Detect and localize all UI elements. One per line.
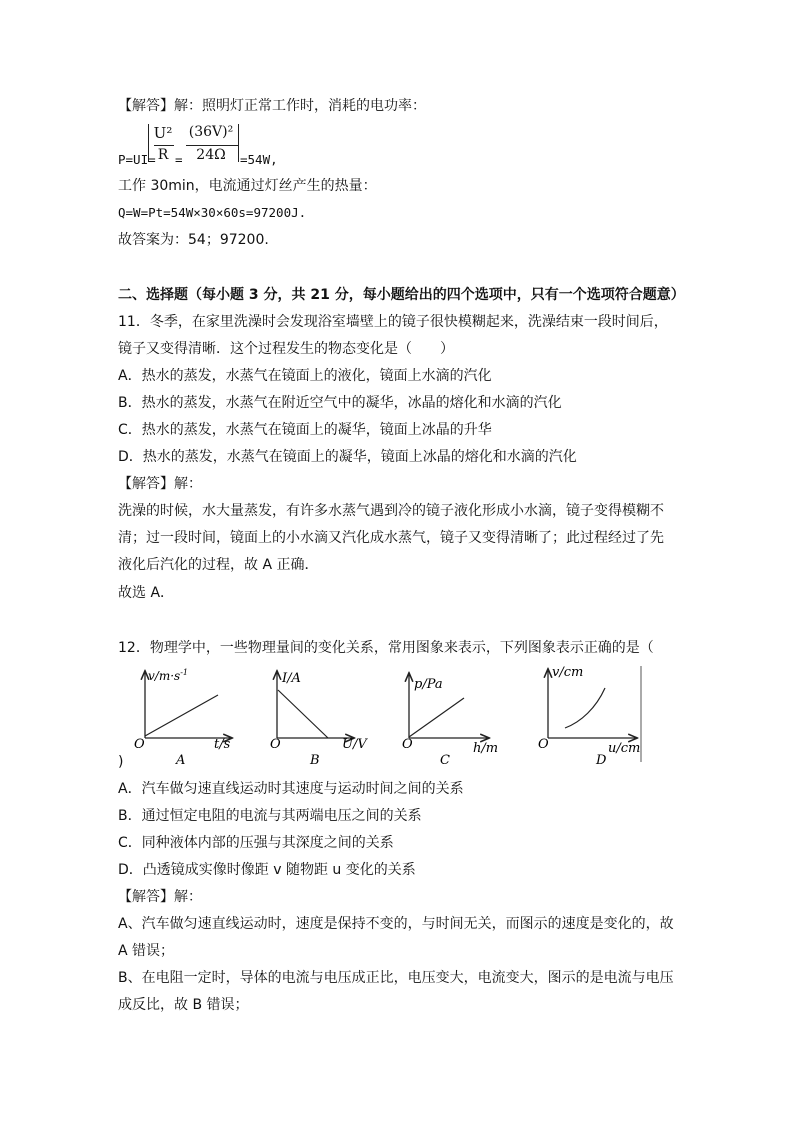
q12-option-a: A．汽车做匀速直线运动时其速度与运动时间之间的关系 <box>118 781 464 797</box>
graph-d <box>538 665 640 766</box>
graph-a-origin: O <box>134 737 145 752</box>
formula-equals: = <box>175 152 183 167</box>
frac1-denominator: R <box>157 147 169 163</box>
graph-c-line <box>409 698 464 737</box>
answer10-line1: 【解答】解：照明灯正常工作时，消耗的电功率： <box>118 98 426 114</box>
graph-c-origin: O <box>402 737 413 752</box>
q11-option-b: B．热水的蒸发，水蒸气在附近空气中的凝华，冰晶的熔化和水滴的汽化 <box>118 395 562 411</box>
graph-c <box>402 674 498 766</box>
q12-option-b: B．通过恒定电阻的电流与其两端电压之间的关系 <box>118 808 422 824</box>
frac2-numerator: (36V)² <box>188 124 234 140</box>
graph-c-letter: C <box>440 753 450 766</box>
formula-suffix: =54W, <box>240 152 278 167</box>
q12-answer-head: 【解答】解： <box>118 889 202 905</box>
q12-answer-line1: A、汽车做匀速直线运动时，速度是保持不变的，与时间无关，而图示的速度是变化的，故 <box>118 916 674 932</box>
q12-stem-close: ) <box>118 754 124 770</box>
graph-a-ylabel: v/m·s <box>148 669 181 683</box>
formula-prefix: P=UI= <box>118 152 156 167</box>
q12-option-d: D．凸透镜成实像时像距 v 随物距 u 变化的关系 <box>118 862 416 878</box>
q12-answer-line4: 成反比，故 B 错误； <box>118 997 249 1013</box>
graph-d-curve <box>565 688 605 728</box>
q11-option-c: C．热水的蒸发，水蒸气在镜面上的凝华，镜面上冰晶的升华 <box>118 422 492 438</box>
graph-b-origin: O <box>270 737 281 752</box>
graph-c-ylabel: p/Pa <box>414 677 443 692</box>
q11-stem-line2: 镜子又变得清晰．这个过程发生的物态变化是（ ） <box>118 341 454 357</box>
q11-answer-line4: 故选 A． <box>118 585 175 601</box>
q12-answer-line3: B、在电阻一定时，导体的电流与电压成正比，电压变大，电流变大，图示的是电流与电压 <box>118 970 674 986</box>
graph-a-letter: A <box>176 753 186 766</box>
graph-a <box>134 668 231 766</box>
graph-b-ylabel: I/A <box>282 671 301 686</box>
q11-stem-line1: 11．冬季，在家里洗澡时会发现浴室墙壁上的镜子很快模糊起来，洗澡结束一段时间后， <box>118 314 668 330</box>
q11-answer-head: 【解答】解： <box>118 476 202 492</box>
graph-a-ysup: -1 <box>180 668 188 677</box>
q12-stem-line1: 12．物理学中，一些物理量间的变化关系，常用图象来表示，下列图象表示正确的是（ <box>118 640 654 656</box>
answer10-line3: 工作 30min，电流通过灯丝产生的热量： <box>118 178 377 194</box>
svg-text:v/m·s-1 <box>148 668 188 683</box>
graph-b <box>270 671 368 766</box>
q11-option-a: A．热水的蒸发，水蒸气在镜面上的液化，镜面上水滴的汽化 <box>118 368 492 384</box>
q12-answer-line2: A 错误； <box>118 943 175 959</box>
graph-d-origin: O <box>538 737 549 752</box>
graph-b-line <box>278 690 328 738</box>
graph-d-letter: D <box>596 753 607 766</box>
q11-answer-line1: 洗澡的时候，水大量蒸发，有许多水蒸气遇到冷的镜子液化形成小水滴，镜子变得模糊不 <box>118 503 664 519</box>
frac1-numerator: U² <box>153 124 173 142</box>
q12-option-c: C．同种液体内部的压强与其深度之间的关系 <box>118 835 394 851</box>
graph-d-xlabel: u/cm <box>608 741 641 756</box>
graph-a-line <box>145 695 218 736</box>
graph-b-xlabel: U/V <box>342 737 367 752</box>
answer10-line4: Q=W=Pt=54W×30×60s=97200J. <box>118 205 307 220</box>
q12-graphs-figure <box>116 662 646 766</box>
q11-answer-line2: 清；过一段时间，镜面上的小水滴又汽化成水蒸气，镜子又变得清晰了；此过程经过了先 <box>118 530 664 546</box>
q11-answer-line3: 液化后汽化的过程，故 A 正确． <box>118 557 319 573</box>
frac2-denominator: 24Ω <box>196 147 226 163</box>
q11-option-d: D．热水的蒸发，水蒸气在镜面上的凝华，镜面上冰晶的熔化和水滴的汽化 <box>118 449 577 465</box>
graph-c-xlabel: h/m <box>473 741 499 756</box>
section2-title: 二、选择题（每小题 3 分，共 21 分，每小题给出的四个选项中，只有一个选项符合题意） <box>118 287 685 303</box>
graph-a-xlabel: t/s <box>214 737 231 752</box>
graph-b-letter: B <box>310 753 320 766</box>
graph-d-ylabel: v/cm <box>552 665 584 680</box>
answer10-line5: 故答案为：54；97200. <box>118 232 269 248</box>
